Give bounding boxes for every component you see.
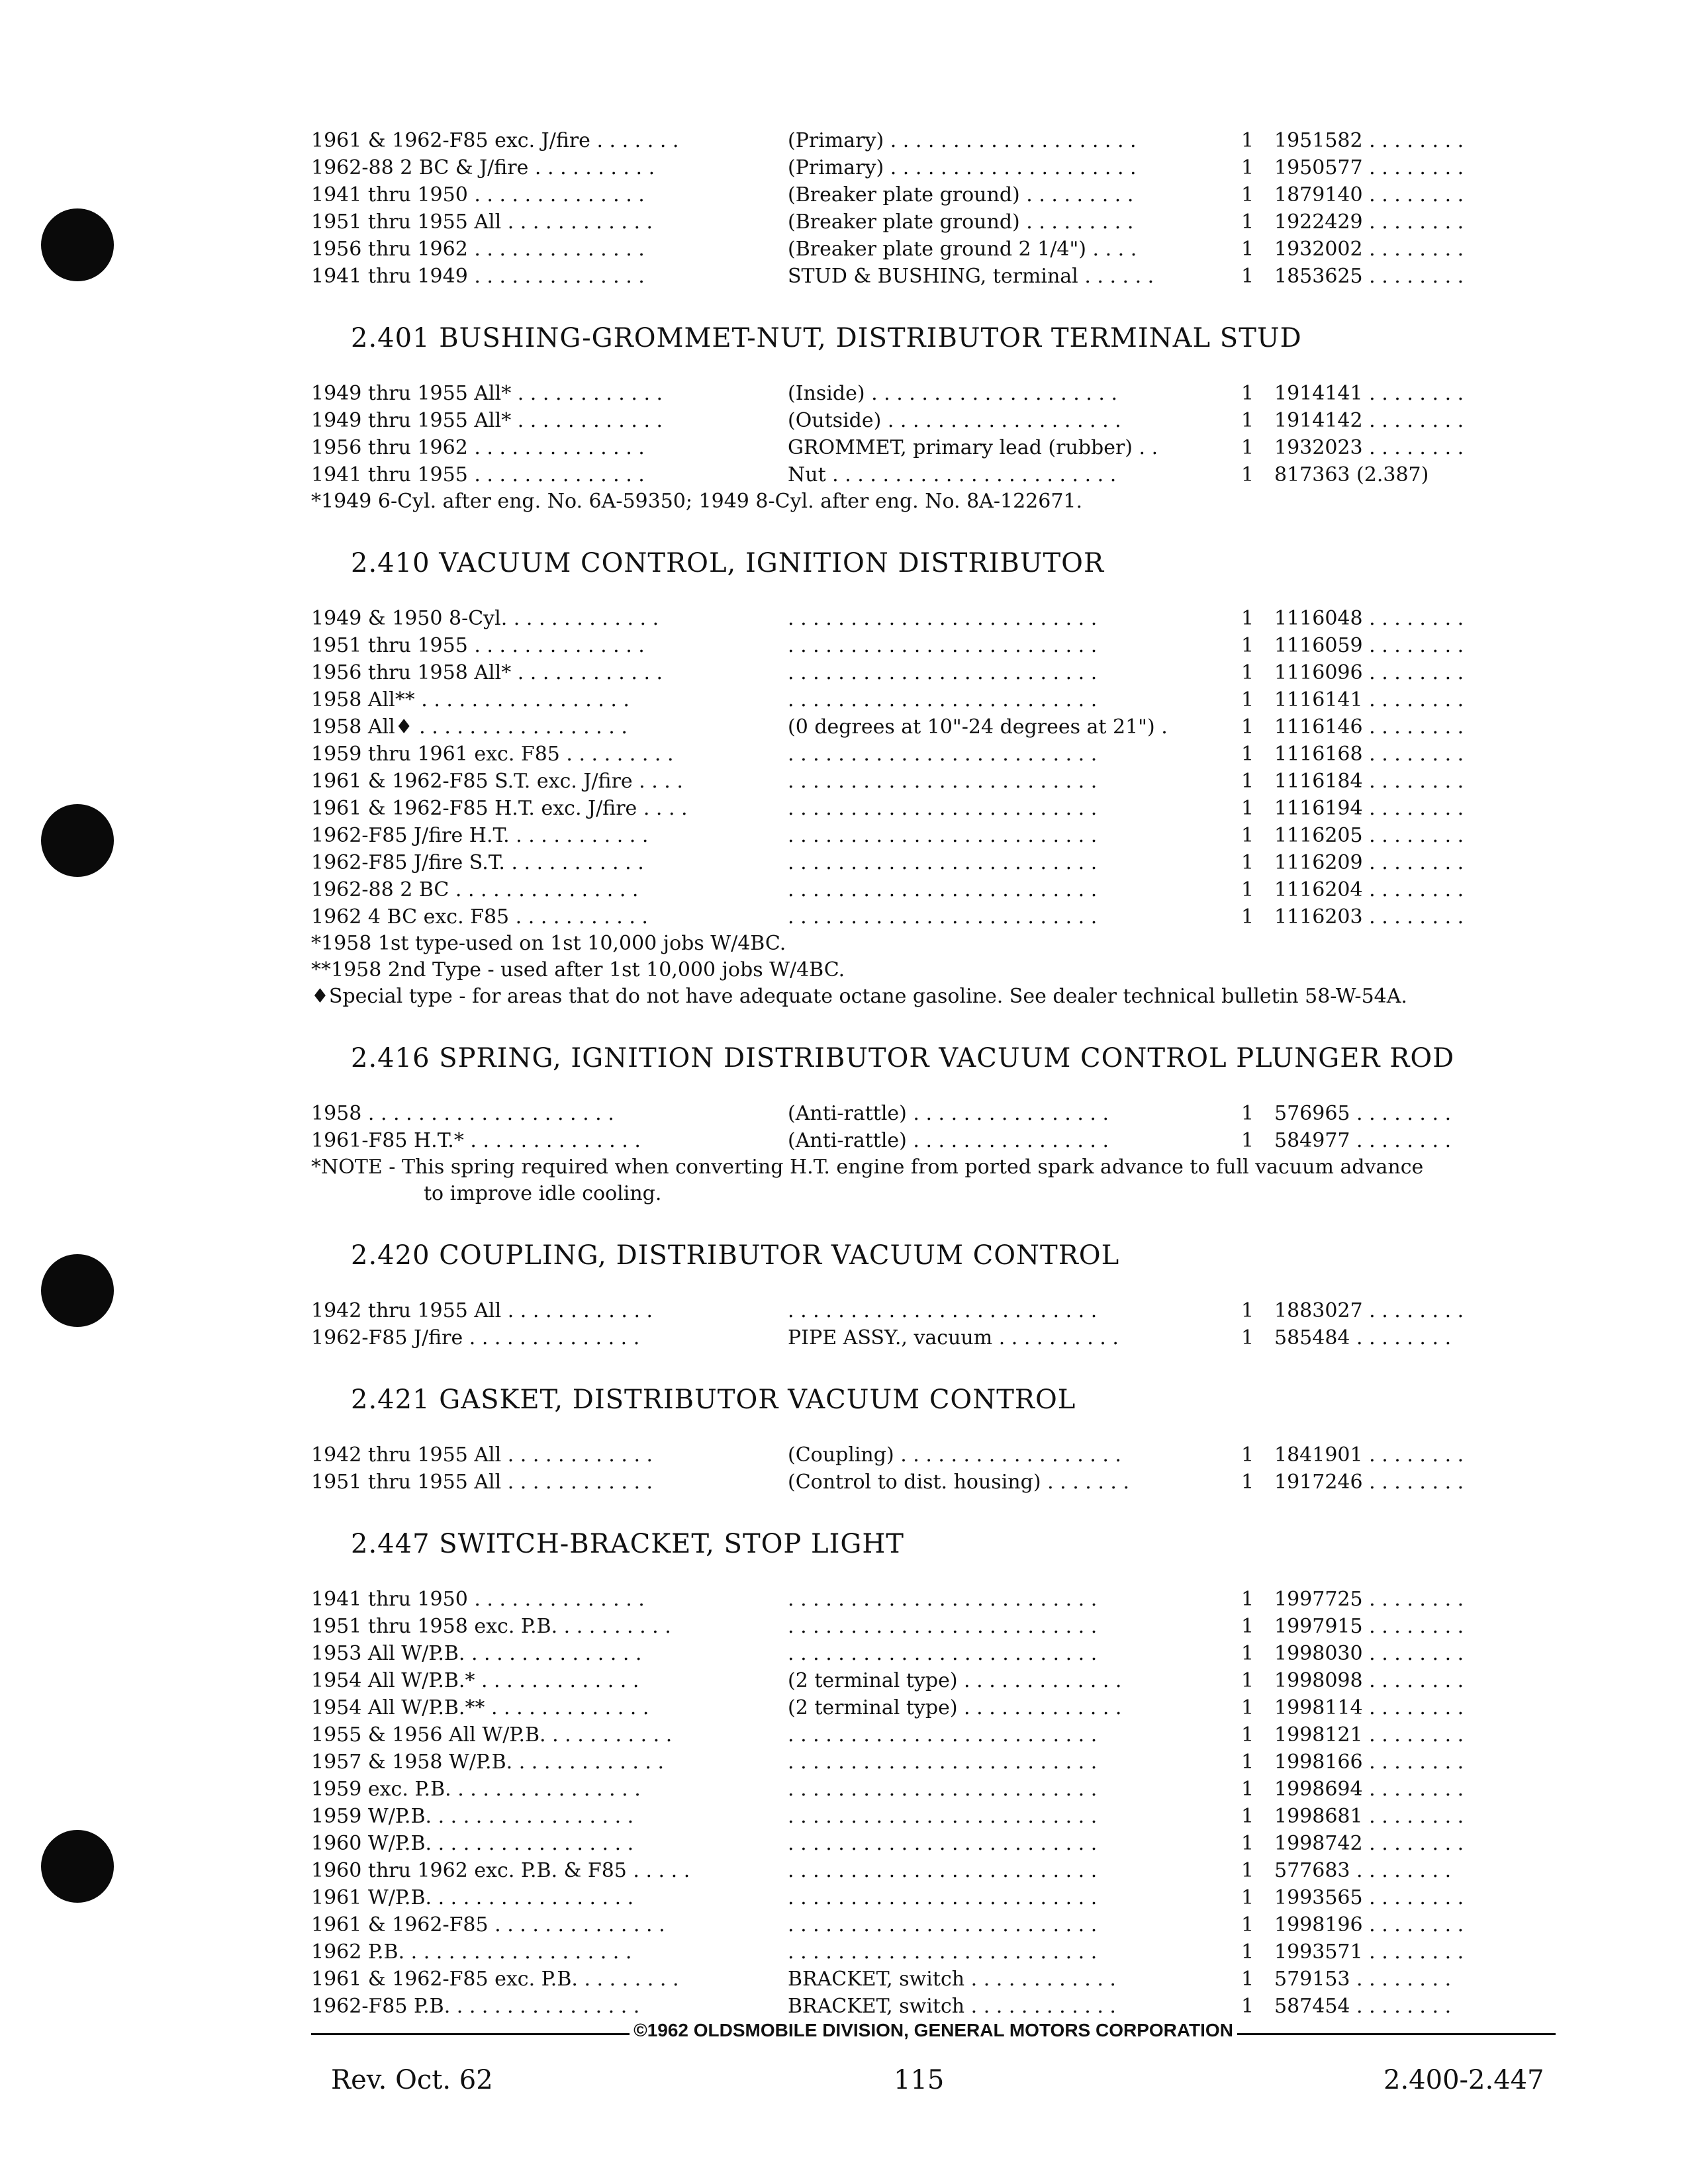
model-cell: 1961-F85 H.T.* . . . . . . . . . . . . . . [311, 1129, 641, 1152]
quantity-cell: 1 [1241, 1299, 1254, 1322]
quantity-cell: 1 [1241, 770, 1254, 793]
quantity-cell: 1 [1241, 436, 1254, 459]
quantity-cell: 1 [1241, 1326, 1254, 1349]
part-number-cell: 1932023 . . . . . . . . [1274, 436, 1464, 459]
footnote: ♦Special type - for areas that do not have adequate octane gasoline. See dealer technical bulletin 58-W-54A. [311, 985, 1407, 1008]
description-cell: PIPE ASSY., vacuum . . . . . . . . . . [788, 1326, 1119, 1349]
part-number-cell: 1998681 . . . . . . . . [1274, 1805, 1464, 1828]
description-cell: . . . . . . . . . . . . . . . . . . . . . . . . . [788, 905, 1098, 929]
part-row [311, 461, 1556, 488]
catalog-section [311, 127, 1556, 290]
catalog-section [311, 1240, 1556, 1351]
section-heading: 2.416 SPRING, IGNITION DISTRIBUTOR VACUUM CONTROL PLUNGER ROD [351, 1043, 1455, 1073]
quantity-cell: 1 [1241, 878, 1254, 901]
quantity-cell: 1 [1241, 183, 1254, 206]
part-row [311, 795, 1556, 822]
part-number-cell: 1998166 . . . . . . . . [1274, 1751, 1464, 1774]
description-cell: (Primary) . . . . . . . . . . . . . . . . . . . . [788, 129, 1137, 152]
quantity-cell: 1 [1241, 1723, 1254, 1747]
part-number-cell: 1914141 . . . . . . . . [1274, 382, 1464, 405]
part-row [311, 263, 1556, 290]
part-number-cell: 1998114 . . . . . . . . [1274, 1696, 1464, 1719]
model-cell: 1962-F85 P.B. . . . . . . . . . . . . . . . [311, 1995, 640, 2018]
part-row [311, 768, 1556, 795]
part-row [311, 1667, 1556, 1694]
description-cell: . . . . . . . . . . . . . . . . . . . . . . . . . [788, 1299, 1098, 1322]
description-cell: . . . . . . . . . . . . . . . . . . . . . . . . . [788, 1805, 1098, 1828]
parts-catalog-content [311, 127, 1556, 2053]
part-row [311, 1776, 1556, 1803]
quantity-cell: 1 [1241, 1129, 1254, 1152]
quantity-cell: 1 [1241, 1913, 1254, 1936]
quantity-cell: 1 [1241, 1805, 1254, 1828]
quantity-cell: 1 [1241, 688, 1254, 711]
quantity-cell: 1 [1241, 1832, 1254, 1855]
part-row [311, 849, 1556, 876]
model-cell: 1962 P.B. . . . . . . . . . . . . . . . . . . [311, 1940, 632, 1964]
description-cell: . . . . . . . . . . . . . . . . . . . . . . . . . [788, 1778, 1098, 1801]
model-cell: 1941 thru 1950 . . . . . . . . . . . . . . [311, 183, 645, 206]
quantity-cell: 1 [1241, 661, 1254, 684]
part-row [311, 1469, 1556, 1496]
description-cell: (Control to dist. housing) . . . . . . . [788, 1471, 1130, 1494]
quantity-cell: 1 [1241, 382, 1254, 405]
quantity-cell: 1 [1241, 1859, 1254, 1882]
binder-hole [41, 208, 114, 281]
model-cell: 1961 & 1962-F85 . . . . . . . . . . . . . . [311, 1913, 665, 1936]
model-cell: 1959 thru 1961 exc. F85 . . . . . . . . . [311, 743, 674, 766]
description-cell: . . . . . . . . . . . . . . . . . . . . . . . . . [788, 1723, 1098, 1747]
quantity-cell: 1 [1241, 409, 1254, 432]
model-cell: 1961 & 1962-F85 H.T. exc. J/fire . . . . [311, 797, 688, 820]
binder-hole [41, 1254, 114, 1327]
model-cell: 1956 thru 1962 . . . . . . . . . . . . . . [311, 436, 645, 459]
part-row [311, 434, 1556, 461]
model-cell: 1962-88 2 BC . . . . . . . . . . . . . . . [311, 878, 639, 901]
quantity-cell: 1 [1241, 265, 1254, 288]
description-cell: . . . . . . . . . . . . . . . . . . . . . . . . . [788, 1859, 1098, 1882]
model-cell: 1955 & 1956 All W/P.B. . . . . . . . . . . [311, 1723, 673, 1747]
part-row [311, 903, 1556, 931]
part-number-cell: 584977 . . . . . . . . [1274, 1129, 1452, 1152]
part-number-cell: 1922429 . . . . . . . . [1274, 210, 1464, 234]
part-row [311, 1830, 1556, 1857]
copyright-text: ©1962 OLDSMOBILE DIVISION, GENERAL MOTORS CORPORATION [630, 2020, 1237, 2040]
part-row [311, 1586, 1556, 1613]
description-cell: (Breaker plate ground 2 1/4") . . . . [788, 238, 1137, 261]
part-row [311, 1297, 1556, 1324]
footnote: *1949 6-Cyl. after eng. No. 6A-59350; 1949 8-Cyl. after eng. No. 8A-122671. [311, 490, 1083, 513]
description-cell: (Primary) . . . . . . . . . . . . . . . . . . . . [788, 156, 1137, 179]
quantity-cell: 1 [1241, 156, 1254, 179]
part-number-cell: 1116203 . . . . . . . . [1274, 905, 1464, 929]
description-cell: BRACKET, switch . . . . . . . . . . . . [788, 1995, 1116, 2018]
part-number-cell: 585484 . . . . . . . . [1274, 1326, 1452, 1349]
quantity-cell: 1 [1241, 1588, 1254, 1611]
description-cell: (Coupling) . . . . . . . . . . . . . . . . . . [788, 1443, 1121, 1467]
part-row [311, 1803, 1556, 1830]
quantity-cell: 1 [1241, 1102, 1254, 1125]
quantity-cell: 1 [1241, 1995, 1254, 2018]
description-cell: . . . . . . . . . . . . . . . . . . . . . . . . . [788, 1615, 1098, 1638]
catalog-section [311, 548, 1556, 1010]
part-row [311, 1938, 1556, 1966]
footnote: *1958 1st type-used on 1st 10,000 jobs W/4BC. [311, 932, 786, 955]
quantity-cell: 1 [1241, 238, 1254, 261]
part-row [311, 1966, 1556, 1993]
part-number-cell: 1993571 . . . . . . . . [1274, 1940, 1464, 1964]
description-cell: . . . . . . . . . . . . . . . . . . . . . . . . . [788, 743, 1098, 766]
model-cell: 1961 & 1962-F85 exc. J/fire . . . . . . . [311, 129, 679, 152]
binder-hole [41, 1830, 114, 1903]
description-cell: . . . . . . . . . . . . . . . . . . . . . . . . . [788, 797, 1098, 820]
part-number-cell: 1116205 . . . . . . . . [1274, 824, 1464, 847]
description-cell: . . . . . . . . . . . . . . . . . . . . . . . . . [788, 1588, 1098, 1611]
model-cell: 1951 thru 1955 All . . . . . . . . . . . . [311, 1471, 653, 1494]
model-cell: 1942 thru 1955 All . . . . . . . . . . . . [311, 1299, 653, 1322]
description-cell: (Inside) . . . . . . . . . . . . . . . . . . . . [788, 382, 1117, 405]
part-row [311, 713, 1556, 741]
part-number-cell: 1879140 . . . . . . . . [1274, 183, 1464, 206]
description-cell: GROMMET, primary lead (rubber) . . [788, 436, 1158, 459]
part-row [311, 1127, 1556, 1154]
part-number-cell: 1998694 . . . . . . . . [1274, 1778, 1464, 1801]
part-number-cell: 1997725 . . . . . . . . [1274, 1588, 1464, 1611]
model-cell: 1956 thru 1958 All* . . . . . . . . . . . . [311, 661, 663, 684]
description-cell: . . . . . . . . . . . . . . . . . . . . . . . . . [788, 1642, 1098, 1665]
description-cell: Nut . . . . . . . . . . . . . . . . . . . . . . . [788, 463, 1117, 486]
part-number-cell: 1116168 . . . . . . . . [1274, 743, 1464, 766]
part-row [311, 1749, 1556, 1776]
model-cell: 1951 thru 1955 All . . . . . . . . . . . . [311, 210, 653, 234]
description-cell: . . . . . . . . . . . . . . . . . . . . . . . . . [788, 851, 1098, 874]
description-cell: . . . . . . . . . . . . . . . . . . . . . . . . . [788, 634, 1098, 657]
section-heading: 2.447 SWITCH-BRACKET, STOP LIGHT [351, 1529, 904, 1559]
description-cell: . . . . . . . . . . . . . . . . . . . . . . . . . [788, 824, 1098, 847]
quantity-cell: 1 [1241, 634, 1254, 657]
model-cell: 1951 thru 1958 exc. P.B. . . . . . . . . . [311, 1615, 671, 1638]
part-row [311, 1721, 1556, 1749]
quantity-cell: 1 [1241, 824, 1254, 847]
part-number-cell: 579153 . . . . . . . . [1274, 1968, 1452, 1991]
model-cell: 1941 thru 1955 . . . . . . . . . . . . . . [311, 463, 645, 486]
model-cell: 1956 thru 1962 . . . . . . . . . . . . . . [311, 238, 645, 261]
part-row [311, 741, 1556, 768]
part-row [311, 1884, 1556, 1911]
quantity-cell: 1 [1241, 1940, 1254, 1964]
part-number-cell: 1116096 . . . . . . . . [1274, 661, 1464, 684]
part-row [311, 236, 1556, 263]
quantity-cell: 1 [1241, 851, 1254, 874]
part-row [311, 380, 1556, 407]
part-number-cell: 576965 . . . . . . . . [1274, 1102, 1452, 1125]
part-number-cell: 1853625 . . . . . . . . [1274, 265, 1464, 288]
section-heading: 2.410 VACUUM CONTROL, IGNITION DISTRIBUTOR [351, 548, 1105, 578]
part-row [311, 181, 1556, 208]
model-cell: 1959 W/P.B. . . . . . . . . . . . . . . . . [311, 1805, 634, 1828]
model-cell: 1954 All W/P.B.* . . . . . . . . . . . . . [311, 1669, 639, 1692]
part-number-cell: 1998742 . . . . . . . . [1274, 1832, 1464, 1855]
description-cell: (Anti-rattle) . . . . . . . . . . . . . . . . [788, 1102, 1109, 1125]
quantity-cell: 1 [1241, 743, 1254, 766]
quantity-cell: 1 [1241, 1642, 1254, 1665]
model-cell: 1958 All** . . . . . . . . . . . . . . . . . [311, 688, 630, 711]
part-number-cell: 577683 . . . . . . . . [1274, 1859, 1452, 1882]
description-cell: (0 degrees at 10"-24 degrees at 21") . [788, 715, 1168, 739]
description-cell: (2 terminal type) . . . . . . . . . . . . . [788, 1696, 1122, 1719]
quantity-cell: 1 [1241, 607, 1254, 630]
part-row [311, 876, 1556, 903]
part-row [311, 1993, 1556, 2020]
part-number-cell: 1950577 . . . . . . . . [1274, 156, 1464, 179]
model-cell: 1961 W/P.B. . . . . . . . . . . . . . . . . [311, 1886, 634, 1909]
part-row [311, 1613, 1556, 1640]
model-cell: 1941 thru 1950 . . . . . . . . . . . . . . [311, 1588, 645, 1611]
quantity-cell: 1 [1241, 715, 1254, 739]
description-cell: (2 terminal type) . . . . . . . . . . . . . [788, 1669, 1122, 1692]
part-number-cell: 587454 . . . . . . . . [1274, 1995, 1452, 2018]
part-row [311, 1441, 1556, 1469]
description-cell: . . . . . . . . . . . . . . . . . . . . . . . . . [788, 770, 1098, 793]
description-cell: (Breaker plate ground) . . . . . . . . . [788, 210, 1134, 234]
model-cell: 1959 exc. P.B. . . . . . . . . . . . . . . . [311, 1778, 641, 1801]
model-cell: 1962-F85 J/fire . . . . . . . . . . . . . . [311, 1326, 640, 1349]
part-number-cell: 1914142 . . . . . . . . [1274, 409, 1464, 432]
part-row [311, 1694, 1556, 1721]
part-number-cell: 1998098 . . . . . . . . [1274, 1669, 1464, 1692]
quantity-cell: 1 [1241, 1778, 1254, 1801]
binder-hole [41, 804, 114, 877]
part-number-cell: 1998030 . . . . . . . . [1274, 1642, 1464, 1665]
description-cell: STUD & BUSHING, terminal . . . . . . [788, 265, 1154, 288]
part-row [311, 1640, 1556, 1667]
section-heading: 2.401 BUSHING-GROMMET-NUT, DISTRIBUTOR TERMINAL STUD [351, 323, 1302, 353]
part-number-cell: 1997915 . . . . . . . . [1274, 1615, 1464, 1638]
description-cell: (Outside) . . . . . . . . . . . . . . . . . . . [788, 409, 1121, 432]
section-heading: 2.420 COUPLING, DISTRIBUTOR VACUUM CONTROL [351, 1240, 1120, 1271]
part-number-cell: 1116184 . . . . . . . . [1274, 770, 1464, 793]
part-row [311, 208, 1556, 236]
description-cell: BRACKET, switch . . . . . . . . . . . . [788, 1968, 1116, 1991]
part-number-cell: 1932002 . . . . . . . . [1274, 238, 1464, 261]
part-row [311, 686, 1556, 713]
part-number-cell: 1116141 . . . . . . . . [1274, 688, 1464, 711]
quantity-cell: 1 [1241, 1886, 1254, 1909]
part-number-cell: 1883027 . . . . . . . . [1274, 1299, 1464, 1322]
model-cell: 1953 All W/P.B. . . . . . . . . . . . . . . [311, 1642, 642, 1665]
model-cell: 1951 thru 1955 . . . . . . . . . . . . . . [311, 634, 645, 657]
section-heading: 2.421 GASKET, DISTRIBUTOR VACUUM CONTROL [351, 1385, 1076, 1415]
page-number: 115 [894, 2065, 945, 2095]
quantity-cell: 1 [1241, 1696, 1254, 1719]
description-cell: . . . . . . . . . . . . . . . . . . . . . . . . . [788, 1832, 1098, 1855]
model-cell: 1949 & 1950 8-Cyl. . . . . . . . . . . . . [311, 607, 659, 630]
quantity-cell: 1 [1241, 1471, 1254, 1494]
quantity-cell: 1 [1241, 1968, 1254, 1991]
model-cell: 1954 All W/P.B.** . . . . . . . . . . . . . [311, 1696, 649, 1719]
part-row [311, 822, 1556, 849]
description-cell: . . . . . . . . . . . . . . . . . . . . . . . . . [788, 661, 1098, 684]
part-number-cell: 1116059 . . . . . . . . [1274, 634, 1464, 657]
footnote: to improve idle cooling. [424, 1182, 662, 1205]
model-cell: 1958 All♦ . . . . . . . . . . . . . . . . . [311, 715, 628, 739]
quantity-cell: 1 [1241, 463, 1254, 486]
footnote: **1958 2nd Type - used after 1st 10,000 jobs W/4BC. [311, 958, 845, 981]
quantity-cell: 1 [1241, 1751, 1254, 1774]
catalog-section [311, 1385, 1556, 1496]
part-number-cell: 1841901 . . . . . . . . [1274, 1443, 1464, 1467]
description-cell: . . . . . . . . . . . . . . . . . . . . . . . . . [788, 1751, 1098, 1774]
catalog-section [311, 1043, 1556, 1207]
part-row [311, 659, 1556, 686]
part-number-cell: 1998196 . . . . . . . . [1274, 1913, 1464, 1936]
quantity-cell: 1 [1241, 1669, 1254, 1692]
page-range: 2.400-2.447 [1383, 2065, 1544, 2095]
part-number-cell: 1951582 . . . . . . . . [1274, 129, 1464, 152]
model-cell: 1957 & 1958 W/P.B. . . . . . . . . . . . . [311, 1751, 665, 1774]
part-row [311, 1857, 1556, 1884]
part-row [311, 407, 1556, 434]
description-cell: . . . . . . . . . . . . . . . . . . . . . . . . . [788, 1940, 1098, 1964]
part-number-cell: 1116146 . . . . . . . . [1274, 715, 1464, 739]
description-cell: (Breaker plate ground) . . . . . . . . . [788, 183, 1134, 206]
quantity-cell: 1 [1241, 1615, 1254, 1638]
copyright-notice [311, 2020, 1556, 2041]
model-cell: 1962 4 BC exc. F85 . . . . . . . . . . . [311, 905, 648, 929]
model-cell: 1941 thru 1949 . . . . . . . . . . . . . . [311, 265, 645, 288]
part-row [311, 154, 1556, 181]
description-cell: . . . . . . . . . . . . . . . . . . . . . . . . . [788, 1886, 1098, 1909]
quantity-cell: 1 [1241, 129, 1254, 152]
revision-date: Rev. Oct. 62 [331, 2065, 493, 2095]
quantity-cell: 1 [1241, 210, 1254, 234]
part-row [311, 605, 1556, 632]
description-cell: . . . . . . . . . . . . . . . . . . . . . . . . . [788, 688, 1098, 711]
quantity-cell: 1 [1241, 905, 1254, 929]
quantity-cell: 1 [1241, 797, 1254, 820]
model-cell: 1942 thru 1955 All . . . . . . . . . . . . [311, 1443, 653, 1467]
part-row [311, 1100, 1556, 1127]
model-cell: 1949 thru 1955 All* . . . . . . . . . . . . [311, 409, 663, 432]
model-cell: 1962-F85 J/fire S.T. . . . . . . . . . . . [311, 851, 644, 874]
part-row [311, 632, 1556, 659]
description-cell: . . . . . . . . . . . . . . . . . . . . . . . . . [788, 1913, 1098, 1936]
description-cell: . . . . . . . . . . . . . . . . . . . . . . . . . [788, 878, 1098, 901]
model-cell: 1960 W/P.B. . . . . . . . . . . . . . . . . [311, 1832, 634, 1855]
catalog-section [311, 1529, 1556, 2020]
model-cell: 1961 & 1962-F85 exc. P.B. . . . . . . . . [311, 1968, 679, 1991]
part-number-cell: 1116209 . . . . . . . . [1274, 851, 1464, 874]
model-cell: 1958 . . . . . . . . . . . . . . . . . . . . [311, 1102, 614, 1125]
part-number-cell: 1917246 . . . . . . . . [1274, 1471, 1464, 1494]
part-row [311, 1911, 1556, 1938]
model-cell: 1960 thru 1962 exc. P.B. & F85 . . . . . [311, 1859, 690, 1882]
quantity-cell: 1 [1241, 1443, 1254, 1467]
part-number-cell: 1998121 . . . . . . . . [1274, 1723, 1464, 1747]
model-cell: 1949 thru 1955 All* . . . . . . . . . . . . [311, 382, 663, 405]
model-cell: 1962-88 2 BC & J/fire . . . . . . . . . . [311, 156, 655, 179]
part-row [311, 127, 1556, 154]
part-number-cell: 1116204 . . . . . . . . [1274, 878, 1464, 901]
part-number-cell: 1993565 . . . . . . . . [1274, 1886, 1464, 1909]
model-cell: 1962-F85 J/fire H.T. . . . . . . . . . . . [311, 824, 649, 847]
part-number-cell: 1116194 . . . . . . . . [1274, 797, 1464, 820]
description-cell: . . . . . . . . . . . . . . . . . . . . . . . . . [788, 607, 1098, 630]
part-number-cell: 817363 (2.387) [1274, 463, 1429, 486]
part-row [311, 1324, 1556, 1351]
catalog-section [311, 323, 1556, 515]
model-cell: 1961 & 1962-F85 S.T. exc. J/fire . . . . [311, 770, 683, 793]
description-cell: (Anti-rattle) . . . . . . . . . . . . . . . . [788, 1129, 1109, 1152]
footnote: *NOTE - This spring required when converting H.T. engine from ported spark advance to full vacuum advance [311, 1156, 1424, 1179]
part-number-cell: 1116048 . . . . . . . . [1274, 607, 1464, 630]
